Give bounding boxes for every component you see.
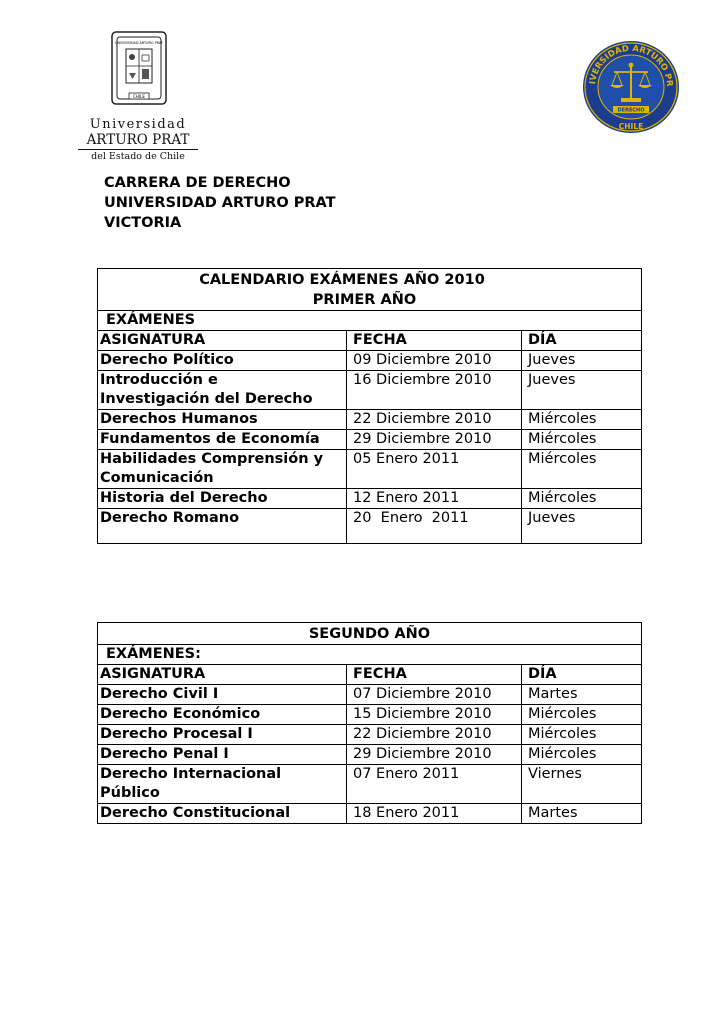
first-year-exam-table	[97, 268, 642, 544]
table-row	[98, 685, 642, 705]
date-cell: 22 Diciembre 2010	[347, 410, 522, 430]
section-row	[98, 645, 642, 665]
subject-line: Introducción e	[100, 372, 218, 388]
table-row	[98, 351, 642, 371]
crest-ribbon-text: DERECHO	[617, 107, 645, 114]
day-cell: Viernes	[522, 765, 642, 804]
day-cell: Martes	[522, 804, 642, 824]
header-day: DÍA	[522, 331, 642, 351]
table-row	[98, 489, 642, 509]
header-subject: ASIGNATURA	[98, 665, 347, 685]
subject-cell	[98, 509, 347, 544]
day-cell: Miércoles	[522, 725, 642, 745]
day-cell: Miércoles	[522, 410, 642, 430]
day-cell: Miércoles	[522, 450, 642, 489]
day-cell: Jueves	[522, 371, 642, 410]
date-cell: 09 Diciembre 2010	[347, 351, 522, 371]
day-cell: Miércoles	[522, 705, 642, 725]
seal-band-text: UNIVERSIDAD ARTURO PRAT	[114, 41, 164, 45]
header-campus: VICTORIA	[104, 215, 182, 231]
header-date: FECHA	[347, 665, 522, 685]
day-cell: Miércoles	[522, 489, 642, 509]
subject-line: Derecho Internacional	[100, 766, 282, 782]
subject-cell	[98, 450, 347, 489]
header-subject: ASIGNATURA	[98, 331, 347, 351]
subject-cell	[98, 371, 347, 410]
subject-cell: Derecho Constitucional	[98, 804, 347, 824]
university-seal-icon	[111, 31, 167, 105]
table-row	[98, 705, 642, 725]
table-row	[98, 430, 642, 450]
crest-bottom-text: CHILE	[618, 122, 644, 131]
logo-estado-word: del Estado de Chile	[91, 151, 185, 162]
date-cell: 18 Enero 2011	[347, 804, 522, 824]
table-row	[98, 371, 642, 410]
table-row	[98, 765, 642, 804]
logo-divider	[78, 149, 198, 150]
day-cell	[522, 509, 642, 544]
subject-text: Derecho Romano	[100, 510, 240, 526]
subject-line: Investigación del Derecho	[100, 391, 313, 407]
subject-cell: Derecho Económico	[98, 705, 347, 725]
subject-line: Público	[100, 785, 160, 801]
year-subtitle: PRIMER AÑO	[312, 292, 417, 308]
date-cell	[347, 509, 522, 544]
date-cell: 29 Diciembre 2010	[347, 430, 522, 450]
day-text: Jueves	[528, 510, 576, 526]
subject-line: Comunicación	[100, 470, 214, 486]
subject-cell: Fundamentos de Economía	[98, 430, 347, 450]
subject-cell: Derecho Procesal I	[98, 725, 347, 745]
header-university: UNIVERSIDAD ARTURO PRAT	[104, 195, 336, 211]
calendar-title: CALENDARIO EXÁMENES AÑO 2010	[199, 272, 485, 288]
table-title-row	[98, 623, 642, 645]
table-title-row	[98, 269, 642, 311]
section-label: EXÁMENES	[98, 311, 642, 331]
date-cell: 12 Enero 2011	[347, 489, 522, 509]
subject-cell: Derecho Político	[98, 351, 347, 371]
subject-cell: Historia del Derecho	[98, 489, 347, 509]
crest-ring-text: IVERSIDAD ARTURO PR	[588, 43, 675, 88]
date-cell: 15 Diciembre 2010	[347, 705, 522, 725]
logo-arturo-prat-word: ARTURO PRAT	[86, 132, 190, 148]
table-row	[98, 410, 642, 430]
subject-cell: Derechos Humanos	[98, 410, 347, 430]
header-career: CARRERA DE DERECHO	[104, 175, 291, 191]
day-cell: Martes	[522, 685, 642, 705]
document-header	[104, 173, 336, 233]
section-label: EXÁMENES:	[98, 645, 642, 665]
date-cell: 05 Enero 2011	[347, 450, 522, 489]
date-cell: 07 Diciembre 2010	[347, 685, 522, 705]
logo-university-word: Universidad	[89, 117, 187, 132]
subject-cell	[98, 765, 347, 804]
day-cell: Miércoles	[522, 745, 642, 765]
law-school-logo-right	[581, 40, 681, 134]
law-crest-icon	[581, 40, 681, 134]
table-row	[98, 745, 642, 765]
table-row	[98, 509, 642, 544]
university-logo-left	[77, 24, 199, 162]
header-day: DÍA	[522, 665, 642, 685]
date-cell: 22 Diciembre 2010	[347, 725, 522, 745]
date-text: 20 Enero 2011	[353, 510, 469, 526]
day-cell: Miércoles	[522, 430, 642, 450]
subject-cell: Derecho Penal I	[98, 745, 347, 765]
header-date: FECHA	[347, 331, 522, 351]
date-cell: 07 Enero 2011	[347, 765, 522, 804]
second-year-exam-table	[97, 622, 642, 824]
header-row	[98, 665, 642, 685]
year-subtitle: SEGUNDO AÑO	[98, 623, 642, 645]
header-row	[98, 331, 642, 351]
table-row	[98, 725, 642, 745]
subject-line: Habilidades Comprensión y	[100, 451, 324, 467]
date-cell: 16 Diciembre 2010	[347, 371, 522, 410]
day-cell: Jueves	[522, 351, 642, 371]
table-row	[98, 450, 642, 489]
section-row	[98, 311, 642, 331]
table-row	[98, 804, 642, 824]
date-cell: 29 Diciembre 2010	[347, 745, 522, 765]
subject-cell: Derecho Civil I	[98, 685, 347, 705]
seal-bottom-text: CHILE	[133, 93, 145, 99]
